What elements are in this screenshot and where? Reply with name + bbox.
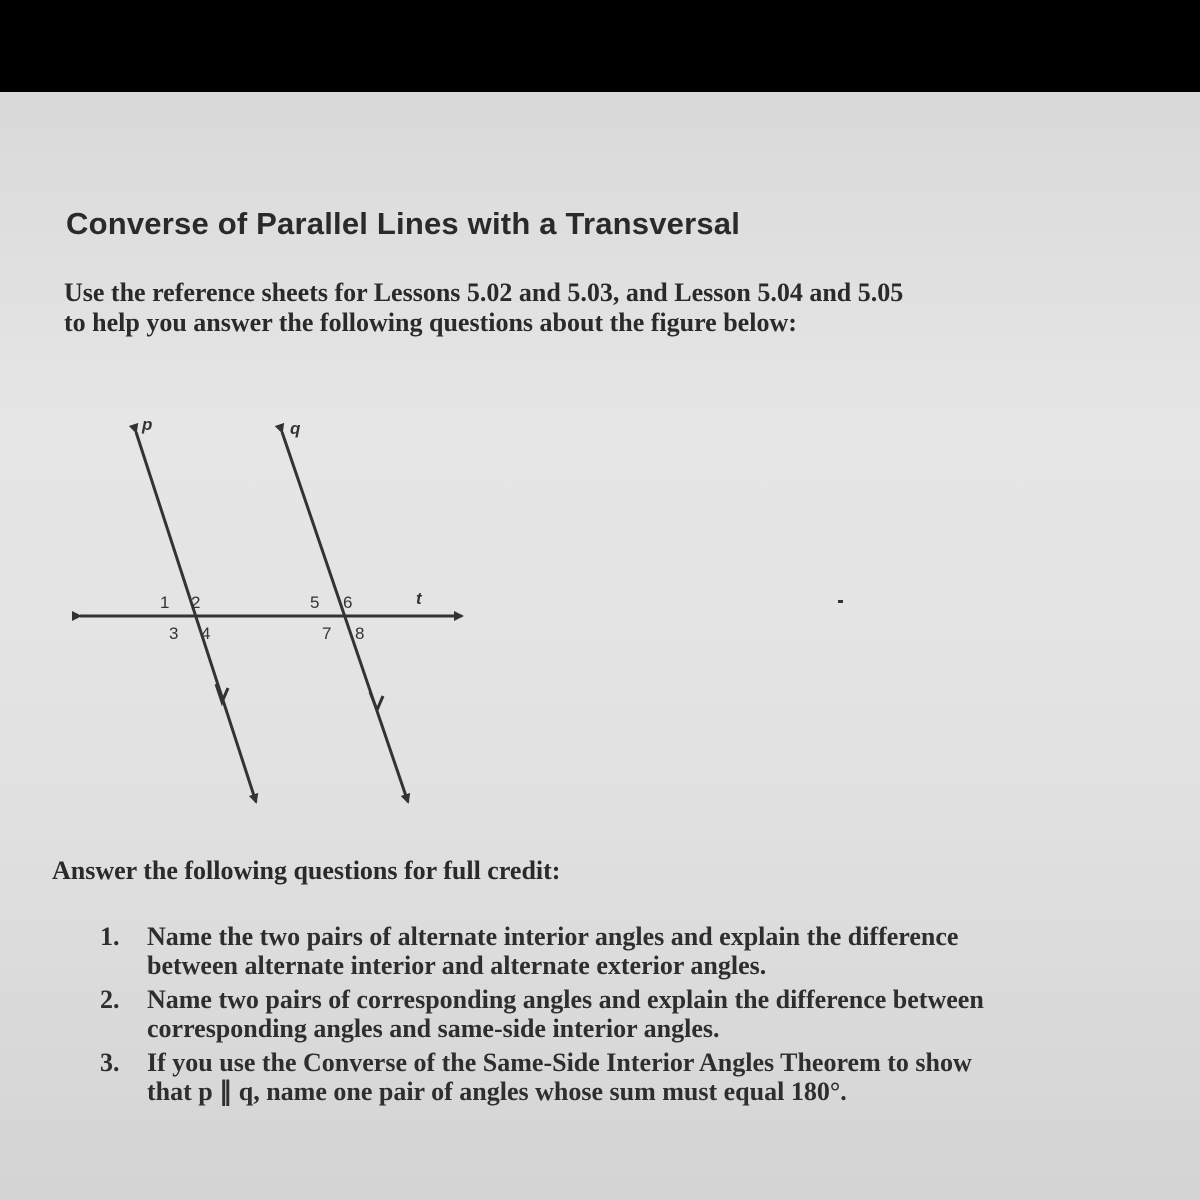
questions-list: [100, 922, 1170, 1111]
angle-label-1: 1: [160, 593, 170, 612]
instructions-line: Use the reference sheets for Lessons 5.02 and 5.03, and Lesson 5.04 and 5.05: [64, 278, 904, 307]
questions-heading: Answer the following questions for full credit:: [52, 856, 561, 885]
angle-label-7: 7: [322, 624, 332, 643]
question-text: Name two pairs of corresponding angles and explain the difference between: [147, 985, 984, 1014]
question-text: between alternate interior and alternate exterior angles.: [147, 951, 767, 980]
angle-label-4: 4: [201, 624, 211, 643]
instructions-line: to help you answer the following questions about the figure below:: [64, 308, 797, 337]
line-t-label: t: [416, 589, 422, 608]
question-text: that p ∥ q, name one pair of angles whose sum must equal 180°.: [147, 1077, 847, 1106]
question-item: [100, 1048, 1170, 1106]
worksheet-page: [0, 92, 1200, 1200]
angle-label-6: 6: [343, 593, 353, 612]
question-text: If you use the Converse of the Same-Side Interior Angles Theorem to show: [147, 1048, 972, 1077]
angle-label-8: 8: [355, 624, 365, 643]
angle-label-2: 2: [191, 593, 201, 612]
question-number: 1.: [100, 922, 120, 951]
question-text: corresponding angles and same-side interior angles.: [147, 1014, 720, 1043]
line-q-arrow-mark: [370, 692, 383, 710]
angle-label-5: 5: [310, 593, 320, 612]
line-q-label: q: [290, 419, 301, 438]
instructions-paragraph: [64, 278, 1124, 338]
question-item: [100, 985, 1170, 1043]
black-top-border: [0, 0, 1200, 92]
parallel-lines-figure: [50, 402, 490, 812]
worksheet-title: Converse of Parallel Lines with a Transversal: [66, 206, 741, 241]
stray-mark: [838, 600, 843, 603]
angle-label-3: 3: [169, 624, 179, 643]
question-item: [100, 922, 1170, 980]
question-number: 3.: [100, 1048, 120, 1077]
question-text: Name the two pairs of alternate interior angles and explain the difference: [147, 922, 959, 951]
line-p-label: p: [142, 415, 153, 434]
question-number: 2.: [100, 985, 120, 1014]
